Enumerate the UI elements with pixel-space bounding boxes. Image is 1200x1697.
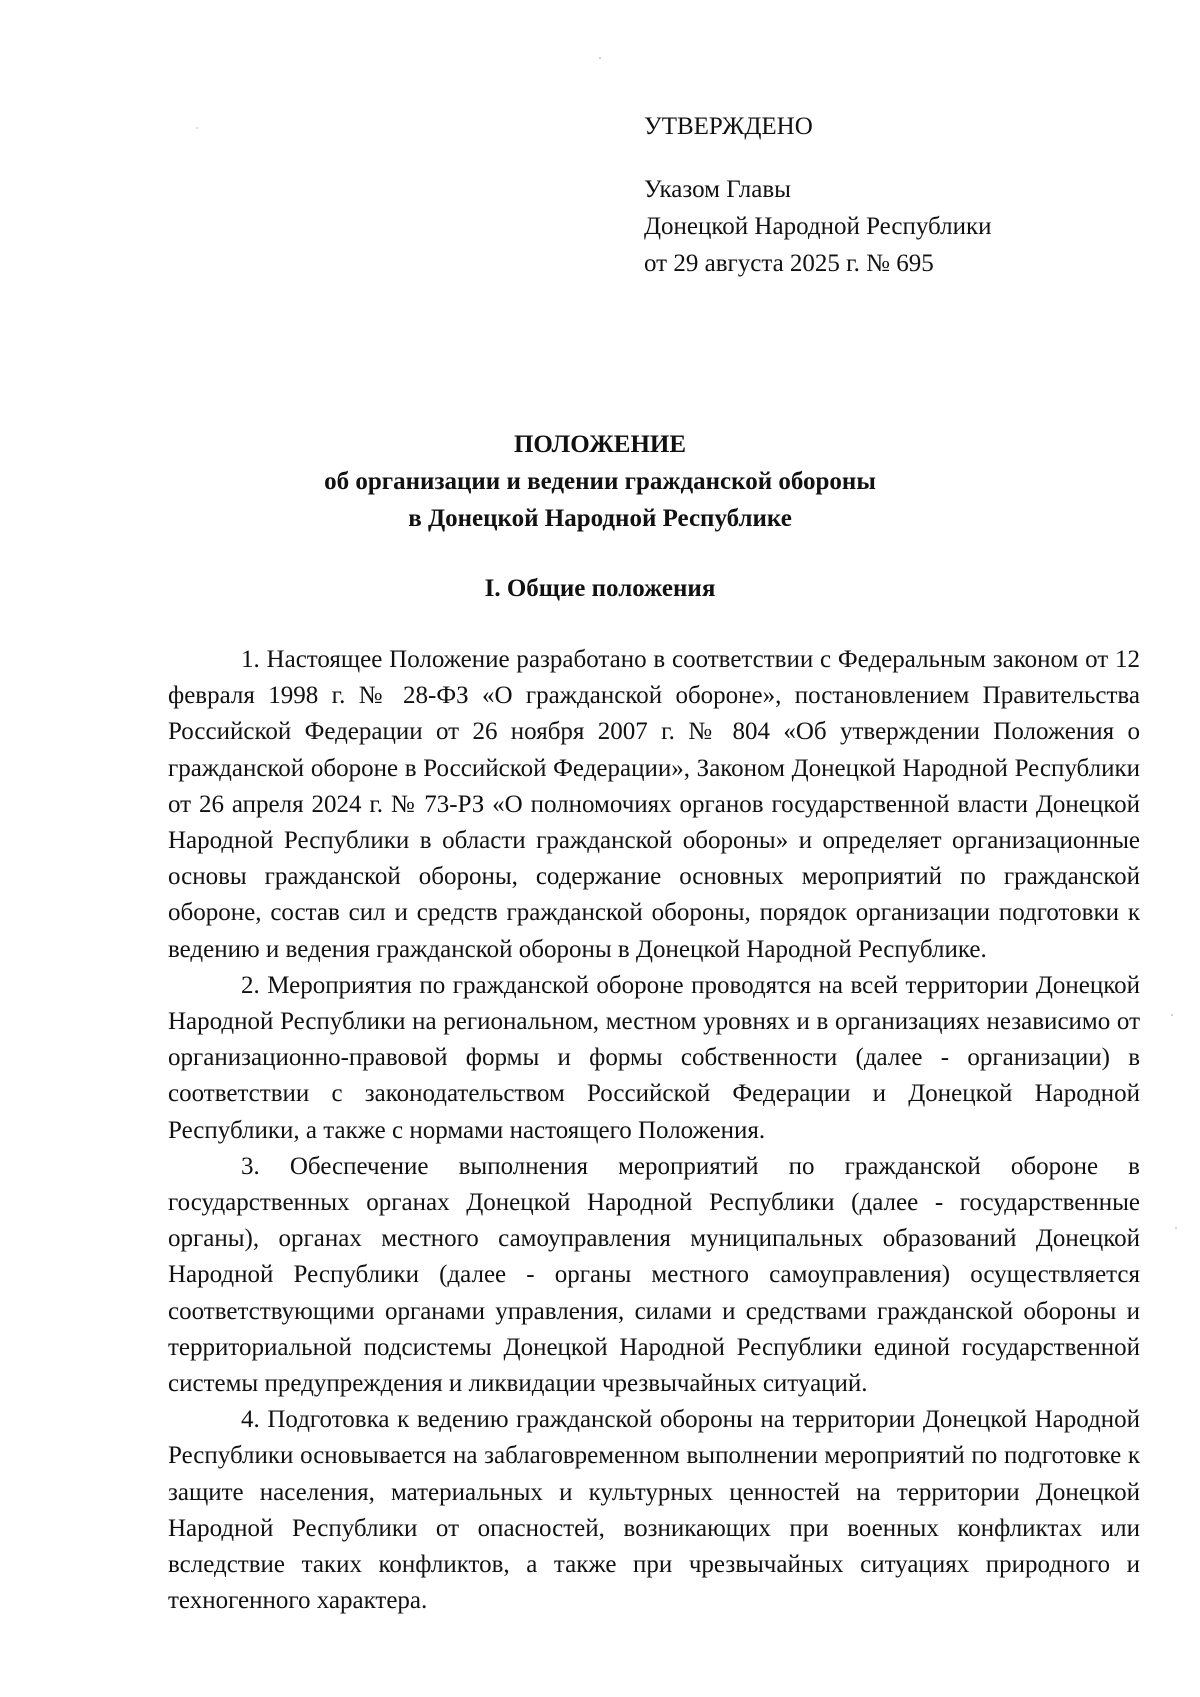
paragraph-2: 2. Мероприятия по гражданской обороне проводятся на всей территории Донецкой Народной Республики на региональном, местном уровнях и в организациях независимо от организационно-правовой формы и формы собственности (далее - организации) в соответствии с законодательством Российской Федерации и Донецкой Народной Республики, а также с нормами настоящего Положения. xyxy=(168,971,1140,1144)
paragraph-1: 1. Настоящее Положение разработано в соответствии с Федеральным законом от 12 февраля 1998 г. № 28-ФЗ «О гражданской обороне», постановлением Правительства Российской Федерации от 26 ноября 2007 г. № 804 «Об утверждении Положения о гражданской обороне в Российской Федерации», Законом Донецкой Народной Республики от 26 апреля 2024 г. № 73-РЗ «О полномочиях органов государственной власти Донецкой Народной Республики в области гражданской обороны» и определяет организационные основы гражданской обороны, содержание основных мероприятий по гражданской обороне, состав сил и средств гражданской обороны, порядок организации подготовки к ведению и ведения гражданской обороны в Донецкой Народной Республике. xyxy=(168,646,1140,963)
approval-line-decree: Указом Главы xyxy=(644,176,791,203)
document-subtitle-1: об организации и ведении гражданской обороны xyxy=(324,468,876,495)
document-title-block xyxy=(0,426,1200,537)
section-title: I. Общие положения xyxy=(484,575,716,602)
document-subtitle-2: в Донецкой Народной Республике xyxy=(408,505,792,532)
approval-line-republic: Донецкой Народной Республики xyxy=(644,213,992,240)
section-body xyxy=(168,642,1140,1619)
approved-label: УТВЕРЖДЕНО xyxy=(644,113,813,140)
paragraph-3: 3. Обеспечение выполнения мероприятий по гражданской обороне в государственных органах Донецкой Народной Республики (далее - государственные органы), органах местного самоуправления муниципальных образований Донецкой Народной Республики (далее - органы местного самоуправления) осуществляется соответствующими органами управления, силами и средствами гражданской обороны и территориальной подсистемы Донецкой Народной Республики единой государственной системы предупреждения и ликвидации чрезвычайных ситуаций. xyxy=(168,1152,1140,1398)
document-heading: ПОЛОЖЕНИЕ xyxy=(513,431,687,458)
approval-line-date: от 29 августа 2025 г. № 695 xyxy=(644,250,934,277)
approval-stamp-block xyxy=(644,108,992,282)
paragraph-4: 4. Подготовка к ведению гражданской обороны на территории Донецкой Народной Республики основывается на заблаговременном выполнении мероприятий по подготовке к защите населения, материальных и культурных ценностей на территории Донецкой Народной Республики от опасностей, возникающих при военных конфликтах или вследствие таких конфликтов, а также при чрезвычайных ситуациях природного и техногенного характера. xyxy=(168,1406,1140,1615)
